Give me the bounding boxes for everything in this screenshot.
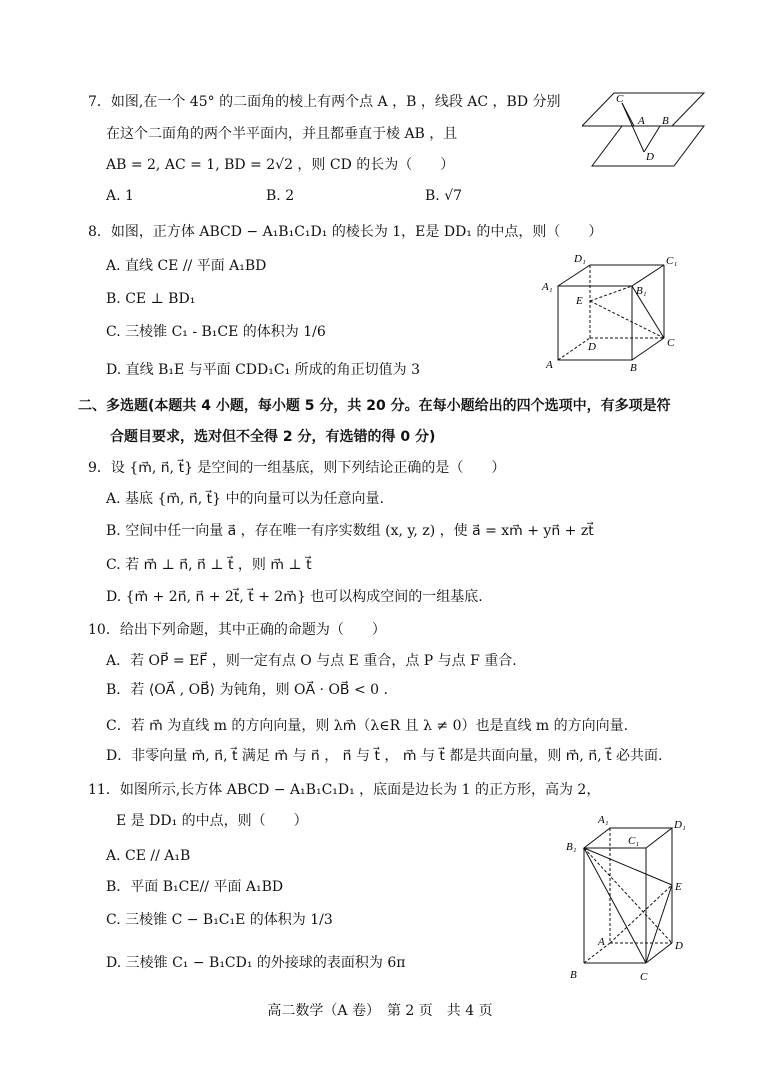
- q10-stem: 10．给出下列命题，其中正确的命题为（ ）: [88, 622, 386, 638]
- q8-label-c: C: [667, 337, 675, 349]
- q7-label-d: D: [646, 151, 654, 163]
- q7-label-b: B: [662, 115, 669, 127]
- q11-label-a1: A₁: [598, 814, 609, 826]
- q7-line2: 在这个二面角的两个半平面内，并且都垂直于棱 AB ，且: [106, 126, 458, 142]
- q10-option-c: C．若 m⃗ 为直线 m 的方向向量，则 λm⃗（λ∈R 且 λ ≠ 0）也是直线 m 的方向向量.: [106, 718, 629, 734]
- q8-option-c: C. 三棱锥 C₁ - B₁CE 的体积为 1/6: [106, 324, 326, 340]
- q7-label-a: A: [638, 115, 645, 127]
- q8-stem: 8．如图，正方体 ABCD − A₁B₁C₁D₁ 的棱长为 1，E是 DD₁ 的中点，则（ ）: [88, 224, 603, 240]
- q11-option-b: B．平面 B₁CE// 平面 A₁BD: [106, 879, 284, 895]
- q7-option-c: B. √7: [425, 188, 463, 204]
- q11-label-e: E: [675, 881, 682, 893]
- q10-option-d: D．非零向量 m⃗, n⃗, t⃗ 满足 m⃗ 与 n⃗ ， n⃗ 与 t⃗ ， m⃗ 与 t⃗ 都是共面向量，则 m⃗, n⃗, t⃗ 必共面.: [106, 748, 663, 764]
- q11-label-c1: C₁: [628, 835, 640, 847]
- q7-line3: AB = 2, AC = 1, BD = 2√2 ，则 CD 的长为（ ）: [106, 157, 455, 173]
- q9-stem: 9．设 {m⃗, n⃗, t⃗} 是空间的一组基底，则下列结论正确的是（ ）: [88, 460, 506, 476]
- q9-option-c: C. 若 m⃗ ⊥ n⃗, n⃗ ⊥ t⃗ ，则 m⃗ ⊥ t⃗: [106, 557, 312, 573]
- q11-option-a: A. CE // A₁B: [106, 848, 191, 864]
- q7-option-a: A. 1: [106, 188, 134, 204]
- q11-label-d1: D₁: [674, 819, 686, 831]
- q9-option-a: A. 基底 {m⃗, n⃗, t⃗} 中的向量可以为任意向量.: [106, 491, 384, 507]
- q8-label-d: D: [588, 341, 596, 353]
- q11-label-a: A: [598, 936, 605, 948]
- q9-option-d: D. {m⃗ + 2n⃗, n⃗ + 2t⃗, t⃗ + 2m⃗} 也可以构成空间的一组基底.: [106, 589, 483, 605]
- q8-label-d1: D₁: [574, 253, 586, 265]
- q11-label-b: B: [570, 969, 577, 981]
- q11-label-b1: B₁: [566, 841, 577, 853]
- q7-option-b: B. 2: [266, 188, 295, 204]
- q8-label-e: E: [576, 295, 583, 307]
- q8-option-b: B. CE ⊥ BD₁: [106, 291, 196, 307]
- q11-stem-line2: E 是 DD₁ 的中点，则（ ）: [116, 813, 308, 829]
- q8-option-d: D. 直线 B₁E 与平面 CDD₁C₁ 所成的角正切值为 3: [106, 362, 421, 378]
- q7-dihedral-figure: [582, 88, 712, 178]
- q8-label-c1: C₁: [666, 255, 678, 267]
- page-footer: 高二数学（A 卷） 第 2 页 共 4 页: [267, 1003, 493, 1019]
- q11-option-d: D. 三棱锥 C₁ − B₁CD₁ 的外接球的表面积为 6π: [106, 955, 406, 971]
- q8-option-a: A. 直线 CE // 平面 A₁BD: [106, 258, 267, 274]
- q8-label-b: B: [630, 362, 637, 374]
- section2-title-line1: 二、多选题(本题共 4 小题，每小题 5 分，共 20 分。在每小题给出的四个选项中，有多项是符: [78, 398, 671, 414]
- q10-option-b: B．若 ⟨OA⃗ , OB⃗⟩ 为钝角，则 OA⃗ · OB⃗ < 0 .: [106, 682, 388, 698]
- q11-option-c: C. 三棱锥 C − B₁C₁E 的体积为 1/3: [106, 912, 333, 928]
- q9-option-b: B. 空间中任一向量 a⃗ ，存在唯一有序实数组 (x, y, z) ，使 a⃗ = xm⃗ + yn⃗ + zt⃗: [106, 523, 594, 539]
- q7-label-c: C: [616, 93, 624, 105]
- q11-label-c: C: [640, 971, 648, 983]
- q8-label-a: A: [546, 359, 553, 371]
- q10-option-a: A．若 OP⃗ = EF⃗ ，则一定有点 O 与点 E 重合，点 P 与点 F 重合.: [106, 653, 517, 669]
- q8-label-a1: A₁: [542, 281, 553, 293]
- q7-line1: 7．如图,在一个 45° 的二面角的棱上有两个点 A ，B ，线段 AC ，BD 分别: [88, 94, 561, 110]
- section2-title-line2: 合题目要求，选对但不全得 2 分，有选错的得 0 分): [110, 429, 436, 445]
- q8-cube-figure: [538, 250, 688, 375]
- q11-stem-line1: 11．如图所示,长方体 ABCD − A₁B₁C₁D₁ ，底面是边长为 1 的正方形，高为 2，: [88, 782, 601, 798]
- q11-label-d: D: [675, 940, 683, 952]
- q8-label-b1: B₁: [636, 285, 647, 297]
- q11-cuboid-figure: [560, 808, 700, 988]
